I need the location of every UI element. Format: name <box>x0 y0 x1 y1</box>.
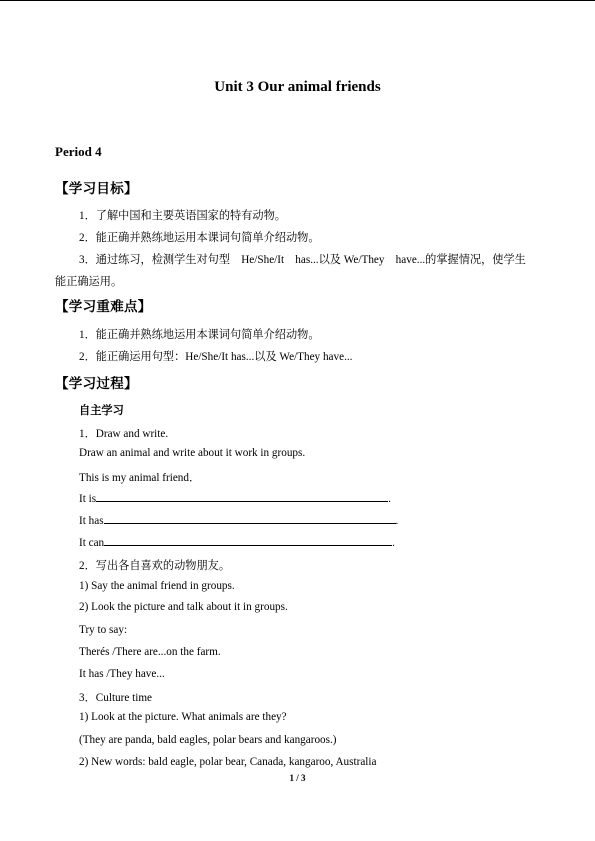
fill-blank-it-has <box>79 513 398 527</box>
answer-line[interactable] <box>104 535 392 546</box>
section-heading-key-points: 【学习重难点】 <box>55 299 152 315</box>
fill-blank-end: . <box>392 537 395 549</box>
fill-blank-it-can <box>79 535 395 549</box>
objective-item-3-continued: 能正确运用。 <box>55 276 123 288</box>
objective-item-1: 1．了解中国和主要英语国家的特有动物。 <box>79 210 286 222</box>
exercise-2-step-1: 1) Say the animal friend in groups. <box>79 580 235 592</box>
subheading-self-study: 自主学习 <box>79 404 124 417</box>
exercise-1-prompt: This is my animal friend． <box>79 472 201 484</box>
exercise-3-new-words: 2) New words: bald eagle, polar bear, Canada, kangaroo, Australia <box>79 756 377 768</box>
exercise-1-instruction: Draw an animal and write about it work in groups. <box>79 447 306 459</box>
exercise-2-step-2: 2) Look the picture and talk about it in groups. <box>79 601 288 613</box>
key-point-item-2: 2．能正确运用句型：He/She/It has...以及 We/They have... <box>79 351 353 363</box>
fill-blank-label: It can <box>79 537 105 549</box>
page-number: 1 / 3 <box>289 773 306 783</box>
objective-item-2: 2．能正确并熟练地运用本课词句简单介绍动物。 <box>79 232 320 244</box>
exercise-3-title: 3．Culture time <box>79 692 153 704</box>
objective-item-3: 3．通过练习，检测学生对句型 He/She/It has...以及 We/They have...的掌握情况，使学生 <box>79 254 526 266</box>
answer-line[interactable] <box>104 513 396 524</box>
exercise-3-answer: (They are panda, bald eagles, polar bears and kangaroos.) <box>79 734 337 746</box>
sentence-pattern-1: Therés /There are...on the farm. <box>79 646 221 658</box>
exercise-2-title: 2．写出各自喜欢的动物朋友。 <box>79 560 231 572</box>
fill-blank-end: . <box>395 515 399 527</box>
key-point-item-1: 1．能正确并熟练地运用本课词句简单介绍动物。 <box>79 329 320 341</box>
exercise-1-title: 1．Draw and write. <box>79 428 169 440</box>
answer-line[interactable] <box>96 491 388 502</box>
page-top-rule <box>0 0 595 1</box>
fill-blank-label: It is <box>79 493 97 505</box>
fill-blank-label: It has <box>79 515 104 527</box>
section-heading-process: 【学习过程】 <box>55 376 138 392</box>
period-label: Period 4 <box>55 144 102 159</box>
section-heading-objectives: 【学习目标】 <box>55 181 138 197</box>
document-title: Unit 3 Our animal friends <box>214 79 381 95</box>
exercise-3-question: 1) Look at the picture. What animals are they? <box>79 711 287 723</box>
try-to-say-label: Try to say: <box>79 624 128 636</box>
sentence-pattern-2: It has /They have... <box>79 668 165 680</box>
fill-blank-it-is <box>79 491 391 505</box>
fill-blank-end: . <box>388 493 391 505</box>
